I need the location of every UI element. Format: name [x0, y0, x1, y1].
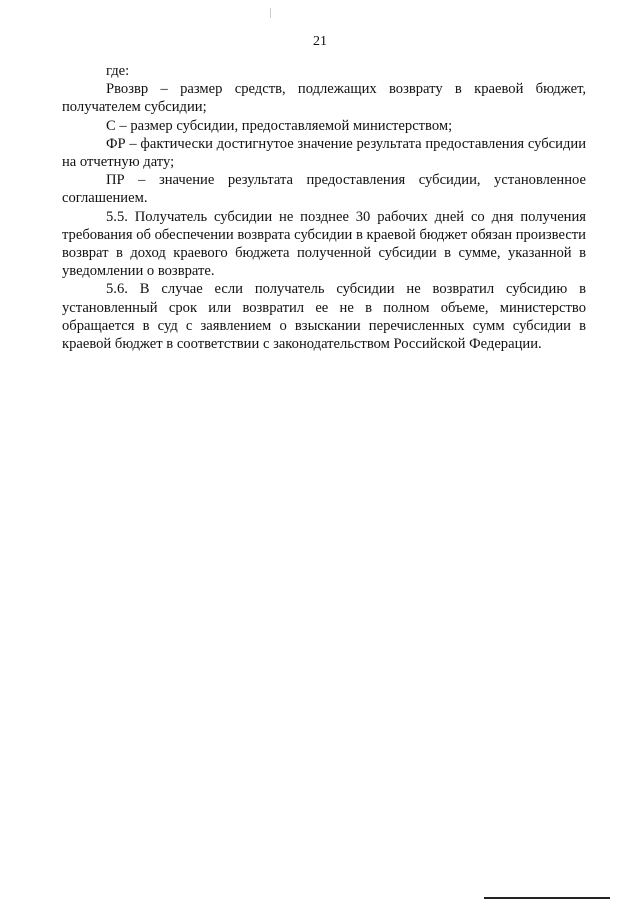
paragraph-where: где: [106, 63, 130, 79]
paragraph-5-5: 5.5. Получатель субсидии не позднее 30 рабочих дней со дня получения требования об обеспечении возврата субсидии в краевой бюджет обязан произвести возврат в доход краевого бюджета полученной субсидии в сумме, указанной в уведомлении о возврате. [62, 208, 586, 280]
paragraph-pr-definition: ПР – значение результата предоставления субсидии, установленное соглашением. [62, 172, 586, 207]
page-number: 21 [313, 34, 327, 49]
paragraph-5-6: 5.6. В случае если получатель субсидии не возвратил субсидию в установленный срок или возвратил ее не в полном объеме, министерство обращается в суд с заявлением о взыскании перечисленных сумм субсидии в краевой бюджет в соответствии с законодательством Российской Федерации. [62, 281, 586, 353]
paragraph-rvozvr-definition: Рвозвр – размер средств, подлежащих возврату в краевой бюджет, получателем субсидии; [62, 81, 586, 116]
bottom-rule [484, 897, 610, 899]
document-body [62, 62, 586, 353]
paragraph-fr-definition: ФР – фактически достигнутое значение результата предоставления субсидии на отчетную дату; [62, 135, 586, 171]
scan-mark [270, 8, 271, 18]
paragraph-c-definition: С – размер субсидии, предоставляемой министерством; [106, 117, 453, 134]
